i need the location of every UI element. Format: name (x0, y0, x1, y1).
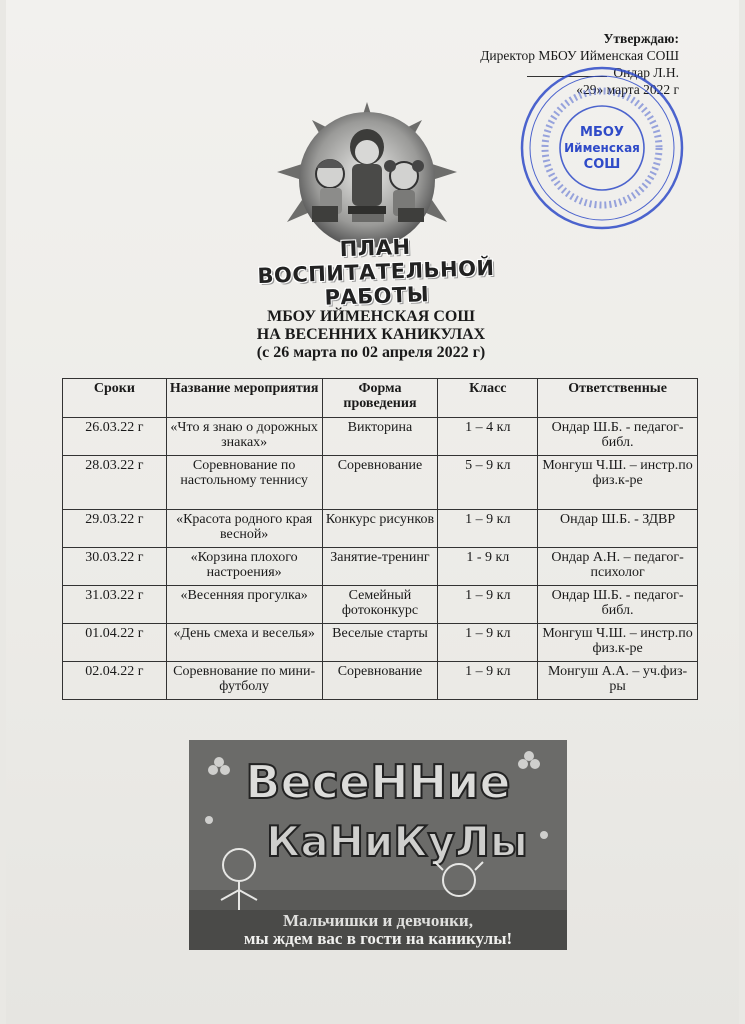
header-form: Форма проведения (322, 379, 438, 418)
cell-date: 29.03.22 г (63, 510, 167, 548)
subtitle-dates: (с 26 марта по 02 апреля 2022 г) (256, 344, 486, 361)
cell-class: 5 – 9 кл (438, 456, 538, 510)
spring-holidays-banner (189, 740, 567, 950)
approval-heading: Утверждаю: (603, 31, 679, 46)
document-page (6, 0, 739, 1024)
cell-responsible: Монгуш Ч.Ш. – инстр.по физ.к-ре (538, 456, 698, 510)
cell-class: 1 – 4 кл (438, 418, 538, 456)
banner-title-1: ВесеННие (245, 755, 511, 809)
school-stamp (518, 64, 686, 232)
table-row (63, 624, 698, 662)
header-responsible: Ответственные (538, 379, 698, 418)
cell-class: 1 - 9 кл (438, 548, 538, 586)
cell-form: Викторина (322, 418, 438, 456)
cell-date: 28.03.22 г (63, 456, 167, 510)
cell-form: Семейный фотоконкурс (322, 586, 438, 624)
table-row (63, 456, 698, 510)
header-dates: Сроки (63, 379, 167, 418)
approval-director: Директор МБОУ Ийменская СОШ (480, 48, 679, 63)
cell-class: 1 – 9 кл (438, 624, 538, 662)
cell-class: 1 – 9 кл (438, 510, 538, 548)
cell-form: Конкурс рисунков (322, 510, 438, 548)
cell-name: «Корзина плохого настроения» (166, 548, 322, 586)
cell-form: Занятие-тренинг (322, 548, 438, 586)
approval-name: Ондар Л.Н. (613, 65, 679, 80)
teacher-children-emblem (262, 102, 472, 254)
cell-responsible: Ондар Ш.Б. - педагог-библ. (538, 418, 698, 456)
cell-name: «Красота родного края весной» (166, 510, 322, 548)
cell-date: 30.03.22 г (63, 548, 167, 586)
cell-form: Соревнование (322, 662, 438, 700)
plan-title (225, 231, 527, 313)
stamp-text-3: СОШ (583, 157, 621, 172)
cell-responsible: Ондар А.Н. – педагог-психолог (538, 548, 698, 586)
cell-form: Соревнование (322, 456, 438, 510)
header-event-name: Название мероприятия (166, 379, 322, 418)
books-stack (348, 206, 386, 222)
subtitle-period: НА ВЕСЕННИХ КАНИКУЛАХ (256, 326, 486, 343)
table-row (63, 586, 698, 624)
table-row (63, 548, 698, 586)
events-table (62, 378, 698, 700)
table-row (63, 510, 698, 548)
cell-responsible: Монгуш Ч.Ш. – инстр.по физ.к-ре (538, 624, 698, 662)
banner-caption-2: мы ждем вас в гости на каникулы! (243, 929, 513, 948)
header-class: Класс (438, 379, 538, 418)
stamp-text-1: МБОУ (580, 125, 624, 140)
cell-class: 1 – 9 кл (438, 586, 538, 624)
cell-date: 01.04.22 г (63, 624, 167, 662)
cell-date: 31.03.22 г (63, 586, 167, 624)
cell-responsible: Ондар Ш.Б. - ЗДВР (538, 510, 698, 548)
table-row (63, 418, 698, 456)
cell-name: «День смеха и веселья» (166, 624, 322, 662)
teacher-figure (350, 129, 384, 206)
table-row (63, 662, 698, 700)
cell-name: Соревнование по настольному теннису (166, 456, 322, 510)
cell-date: 26.03.22 г (63, 418, 167, 456)
approval-date: «29» марта 2022 г (576, 82, 679, 97)
plan-title-line2: РАБОТЫ (324, 282, 430, 310)
cell-responsible: Монгуш А.А. – уч.физ-ры (538, 662, 698, 700)
cell-form: Веселые старты (322, 624, 438, 662)
cell-name: «Весенняя прогулка» (166, 586, 322, 624)
stamp-text-2: Ийменская (564, 141, 640, 155)
table-header-row (63, 379, 698, 418)
document-subtitle (156, 308, 586, 362)
cell-name: Соревнование по мини-футболу (166, 662, 322, 700)
banner-caption-1: Мальчишки и девчонки, (283, 911, 473, 930)
plan-title-line1: ПЛАН ВОСПИТАТЕЛЬНОЙ (257, 234, 495, 289)
cell-class: 1 – 9 кл (438, 662, 538, 700)
cell-date: 02.04.22 г (63, 662, 167, 700)
banner-title-2: КаНиКуЛы (266, 817, 528, 866)
cell-name: «Что я знаю о дорожных знаках» (166, 418, 322, 456)
subtitle-school: МБОУ ИЙМЕНСКАЯ СОШ (267, 308, 475, 325)
cell-responsible: Ондар Ш.Б. - педагог-библ. (538, 586, 698, 624)
